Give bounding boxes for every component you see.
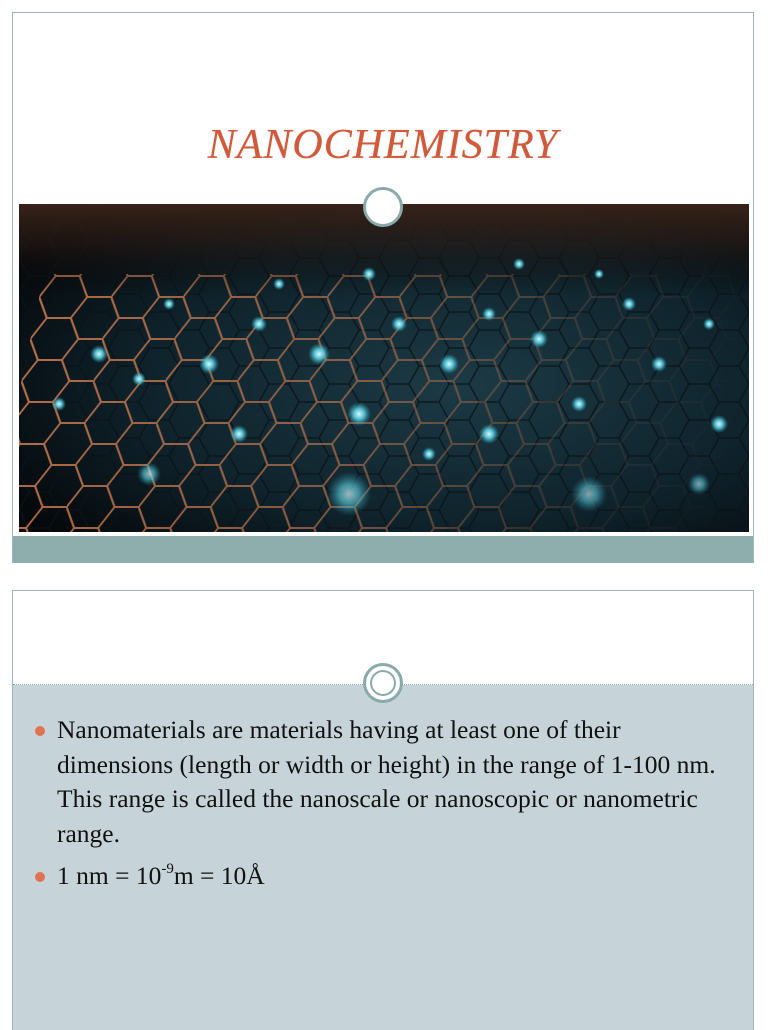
conversion-suffix: m = 10Å xyxy=(173,861,265,890)
bullet-item-definition xyxy=(35,713,735,851)
conversion-prefix: 1 nm = 10 xyxy=(57,861,162,890)
circle-ornament xyxy=(363,187,403,227)
nanostructure-image xyxy=(19,204,749,532)
slide-definition xyxy=(12,590,754,1030)
bullet-dot-icon xyxy=(35,872,45,882)
bullet-list xyxy=(35,713,735,902)
slide-title xyxy=(12,12,754,563)
nanostructure-illustration xyxy=(19,204,749,532)
accent-band xyxy=(13,536,753,563)
bullet-text: Nanomaterials are materials having at least one of their dimensions (length or width or height) in the range of 1-100 nm. This range is called the nanoscale or nanoscopic or nanometric range. xyxy=(57,715,716,848)
bullet-item-conversion xyxy=(35,859,735,894)
conversion-exponent: -9 xyxy=(161,861,174,877)
slide-title-text: NANOCHEMISTRY xyxy=(207,122,559,168)
bullet-dot-icon xyxy=(35,726,45,736)
content-panel xyxy=(13,685,753,1030)
circle-ornament xyxy=(363,663,403,703)
